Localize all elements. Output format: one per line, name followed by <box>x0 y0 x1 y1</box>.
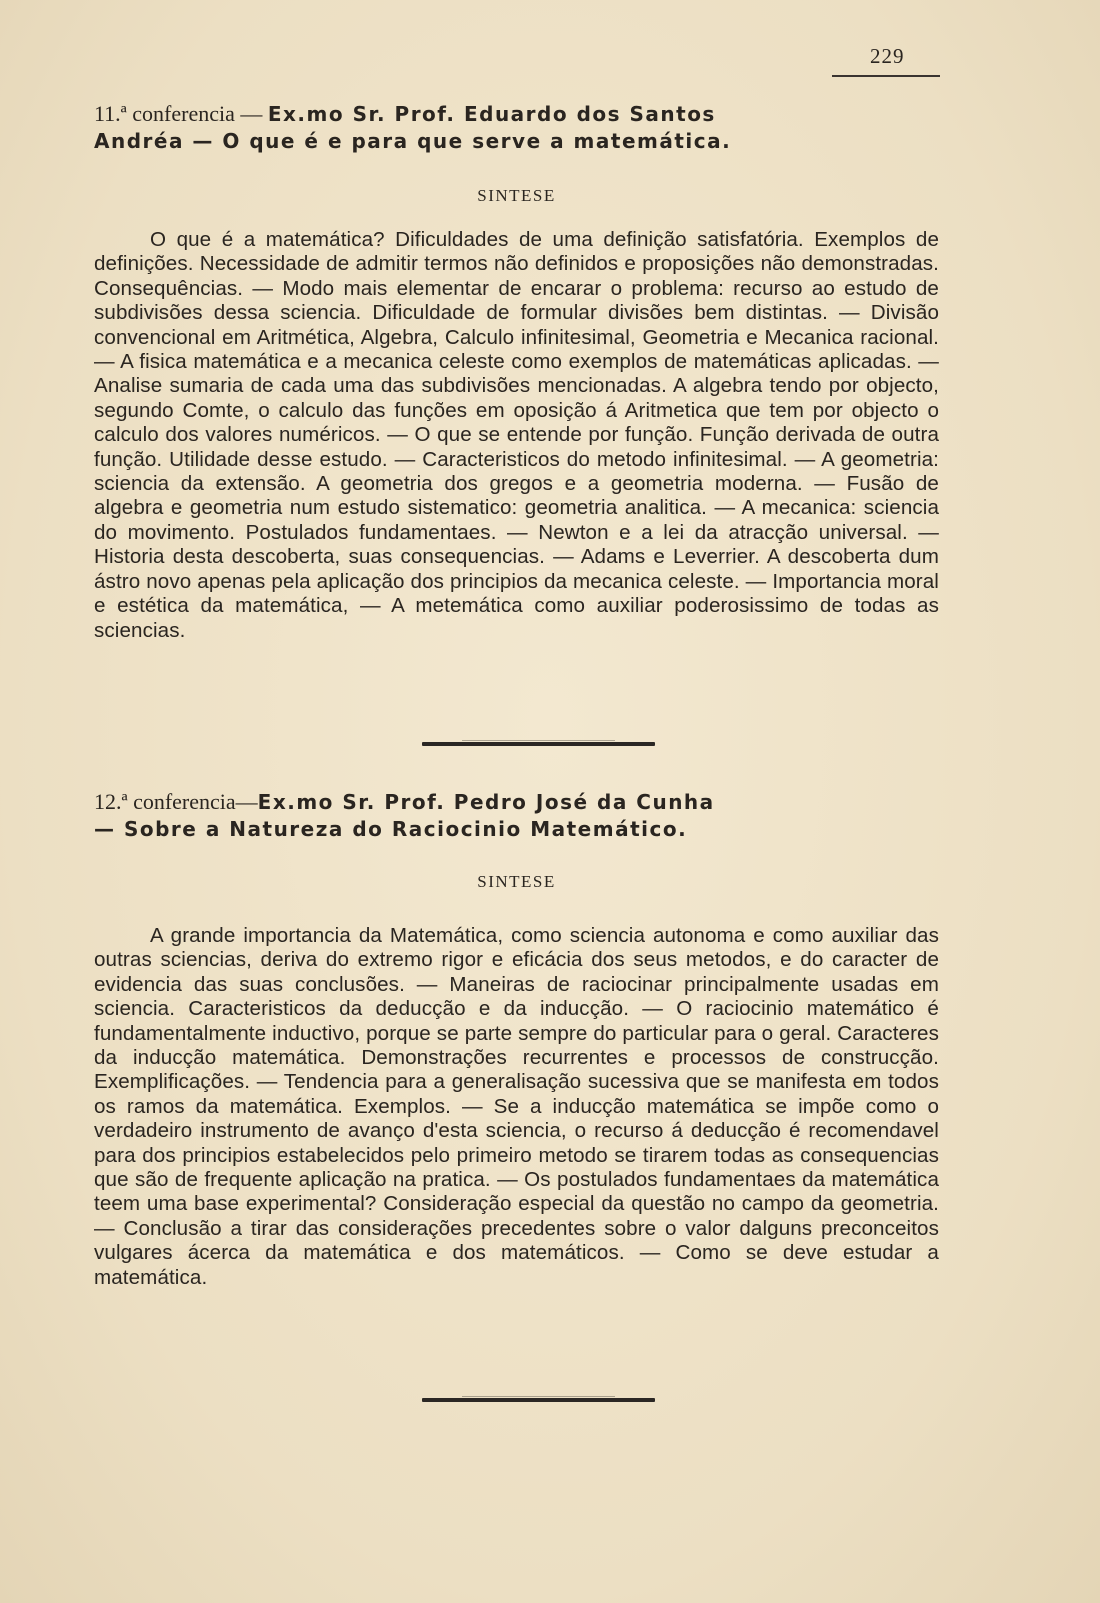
conference-12-title: — Sobre a Natureza do Raciocinio Matemático. <box>94 817 688 841</box>
conference-12-separator: — <box>235 789 258 814</box>
section-divider-rule <box>422 742 655 746</box>
conference-12 <box>94 788 939 843</box>
conference-11-word: conferencia <box>132 101 235 126</box>
conference-12-heading <box>94 788 939 843</box>
page-number: 229 <box>870 44 905 68</box>
conference-11 <box>94 100 939 155</box>
conference-11-heading <box>94 100 939 155</box>
conference-12-speaker: Ex.mo Sr. Prof. Pedro José da Cunha <box>257 790 715 814</box>
conference-12-body-block <box>94 924 939 1290</box>
conference-12-number: 12.ª <box>94 789 128 814</box>
conference-11-body: O que é a matemática? Dificuldades de uma definição satisfatória. Exemplos de definições. Necessidade de admitir termos não definidos e proposições não demonstradas. Consequências. — Modo mais elementar de encarar o problema: recurso ao estudo de subdivisões dessa sciencia. Dificuldade de formular divisões bem distintas. — Divisão convencional em Aritmética, Algebra, Calculo infinitesimal, Geometria e Mecanica racional. — A fisica matemática e a mecanica celeste como exemplos de matemáticas aplicadas. — Analise sumaria de cada uma das subdivisões mencionadas. A algebra tendo por objecto, segundo Comte, o calculo das funções em oposição á Aritmetica que tem por objecto o calculo dos valores numéricos. — O que se entende por função. Função derivada de outra função. Utilidade desse estudo. — Caracteristicos do metodo infinitesimal. — A geometria: sciencia da extensão. A geometria dos gregos e a geometria moderna. — Fusão de algebra e geometria num estudo sistematico: geometria analitica. — A mecanica: sciencia do movimento. Postulados fundamentaes. — Newton e a lei da atracção universal. — Historia desta descoberta, suas consequencias. — Adams e Leverrier. A descoberta dum ástro novo apenas pela aplicação dos principios da mecanica celeste. — Importancia moral e estética da matemática, — A metemática como auxiliar poderosissimo de todas as sciencias. <box>94 228 939 642</box>
conference-12-sintese-block <box>94 872 939 892</box>
end-divider-rule <box>422 1398 655 1402</box>
conference-11-speaker: Ex.mo Sr. Prof. Eduardo dos Santos <box>267 102 716 126</box>
conference-11-title: Andréa — O que é e para que serve a matemática. <box>94 129 732 153</box>
conference-11-sintese-label: SINTESE <box>477 186 556 205</box>
conference-11-separator: — <box>240 101 263 126</box>
conference-12-sintese-label: SINTESE <box>477 872 556 891</box>
conference-12-word: conferencia <box>133 789 236 814</box>
conference-11-number: 11.ª <box>94 101 127 126</box>
conference-12-body: A grande importancia da Matemática, como sciencia autonoma e como auxiliar das outras sciencias, deriva do extremo rigor e eficácia dos seus metodos, e do caracter de evidencia das suas conclusões. — Maneiras de raciocinar principalmente usadas em sciencia. Caracteristicos da deducção e da inducção. — O raciocinio matemático é fundamentalmente inductivo, porque se parte sempre do particular para o geral. Caracteres da inducção matemática. Demonstrações recurrentes e processos de construcção. Exemplificações. — Tendencia para a generalisação sucessiva que se manifesta em todos os ramos da matemática. Exemplos. — Se a inducção matemática se impõe como o verdadeiro instrumento de avanço d'esta sciencia, o recurso á deducção é recomendavel para dos principios estabelecidos pelo primeiro metodo se tirarem todas as consequencias que são de frequente aplicação na pratica. — Os postulados fundamentaes da matemática teem uma base experimental? Consideração especial da questão no campo da geometria. — Conclusão a tirar das considerações precedentes sobre o valor dalguns preconceitos vulgares ácerca da matemática e dos matemáticos. — Como se deve estudar a matemática. <box>94 924 939 1289</box>
conference-11-sintese-block <box>94 186 939 206</box>
conference-11-body-block <box>94 228 939 643</box>
page-number-rule <box>832 75 940 77</box>
